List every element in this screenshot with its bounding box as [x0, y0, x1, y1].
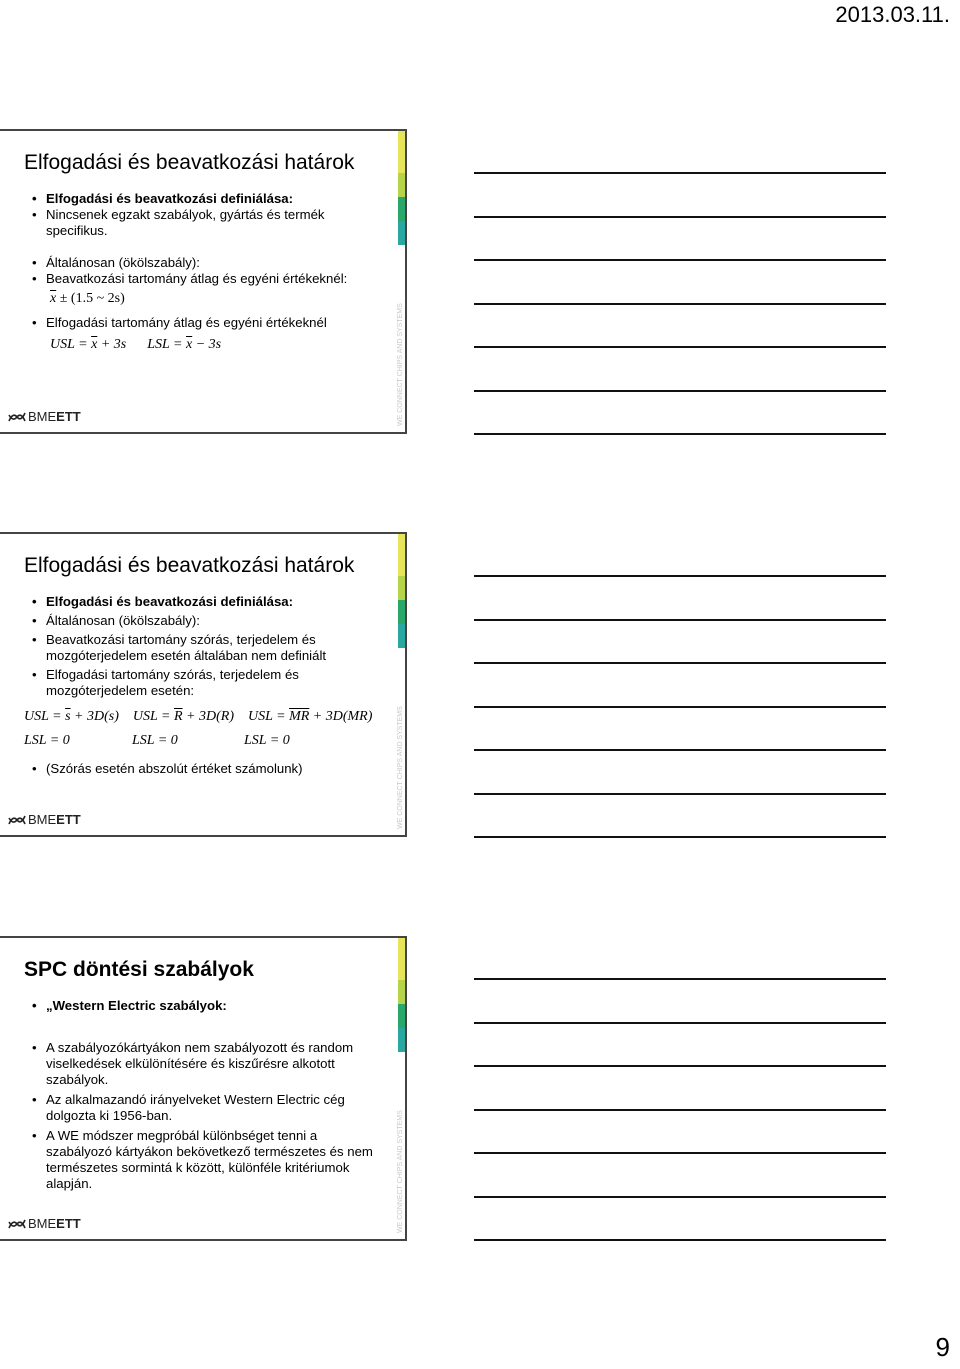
slide-3: [0, 936, 407, 1241]
lsl-r: LSL = 0: [132, 733, 178, 748]
acceptance-formula: [24, 337, 374, 353]
lsl-formulas: [24, 733, 374, 751]
x-bar: $\overline{x}$: [91, 337, 98, 352]
slide-2: [0, 532, 407, 837]
usl-mr: USL = $\overline{MR} + 3D(MR)$: [247, 709, 373, 724]
lsl-term: − 3s: [192, 337, 222, 352]
print-date: 2013.03.11.: [835, 2, 950, 27]
bullet: • Elfogadási és beavatkozási definiálása:: [24, 594, 374, 610]
x-bar: $\overline{x}$: [50, 291, 57, 306]
usl-formulas: [24, 709, 374, 725]
lsl-label: LSL =: [147, 337, 186, 352]
slide-body: [24, 998, 374, 1192]
lsl-mr: LSL = 0: [244, 733, 290, 748]
usl-r: USL = $\overline{R} + 3D(R)$: [132, 709, 234, 724]
bullet: • A WE módszer megpróbál különbséget tenni a szabályozó kártyákon bekövetkező természetes és nem természetes sormintá k között, különféle kritériumok alapján.: [24, 1128, 374, 1192]
usl-s: USL = $\overline{s} + 3D(s)$: [24, 709, 119, 724]
bmeett-logo: BMEETT: [8, 1216, 81, 1231]
slide-title: Elfogadási és beavatkozási határok: [24, 554, 355, 577]
bullet: • Általánosan (ökölszabály):: [24, 613, 374, 629]
vertical-slogan: WE CONNECT CHIPS AND SYSTEMS: [397, 706, 404, 829]
bullet: • (Szórás esetén abszolút értéket számolunk): [24, 761, 374, 777]
notes-lines-2: [474, 575, 886, 880]
slide-body: [24, 191, 374, 361]
bullet: • „Western Electric szabályok:: [24, 998, 374, 1014]
bullet: • A szabályozókártyákon nem szabályozott és random viselkedések elkülönítésére és kiszűrésre alkotott szabályok.: [24, 1040, 374, 1088]
bullet: • Elfogadási tartomány átlag és egyéni értékeknél: [24, 315, 374, 331]
usl-term: + 3s: [97, 337, 127, 352]
bmeett-logo: BMEETT: [8, 812, 81, 827]
bullet: • Beavatkozási tartomány átlag és egyéni értékeknél:: [24, 271, 374, 287]
bullet: • Beavatkozási tartomány szórás, terjedelem és mozgóterjedelem esetén általában nem definiált: [24, 632, 374, 664]
x-bar: $\overline{x}$: [186, 337, 193, 352]
bmeett-logo: BMEETT: [8, 409, 81, 424]
notes-lines-1: [474, 172, 886, 477]
bullet: • Elfogadási és beavatkozási definiálása:: [24, 191, 374, 207]
usl-label: USL =: [50, 337, 92, 352]
vertical-slogan: WE CONNECT CHIPS AND SYSTEMS: [397, 303, 404, 426]
bullet: • Elfogadási tartomány szórás, terjedelem és mozgóterjedelem esetén:: [24, 667, 374, 699]
page-number: 9: [935, 1332, 950, 1362]
slide-title: SPC döntési szabályok: [24, 958, 254, 981]
slide-title: Elfogadási és beavatkozási határok: [24, 151, 355, 174]
bullet: • Az alkalmazandó irányelveket Western Electric cég dolgozta ki 1956-ban.: [24, 1092, 374, 1124]
slide-1: [0, 129, 407, 434]
bullet: • Általánosan (ökölszabály):: [24, 255, 374, 271]
intervention-formula: [24, 291, 374, 307]
bullet: • Nincsenek egzakt szabályok, gyártás és termék specifikus.: [24, 207, 374, 239]
notes-lines-3: [474, 978, 886, 1283]
slide-body: [24, 594, 374, 777]
lsl-s: LSL = 0: [24, 733, 70, 748]
vertical-slogan: WE CONNECT CHIPS AND SYSTEMS: [397, 1110, 404, 1233]
formula-range: ± (1.5 ~ 2s): [59, 291, 125, 306]
